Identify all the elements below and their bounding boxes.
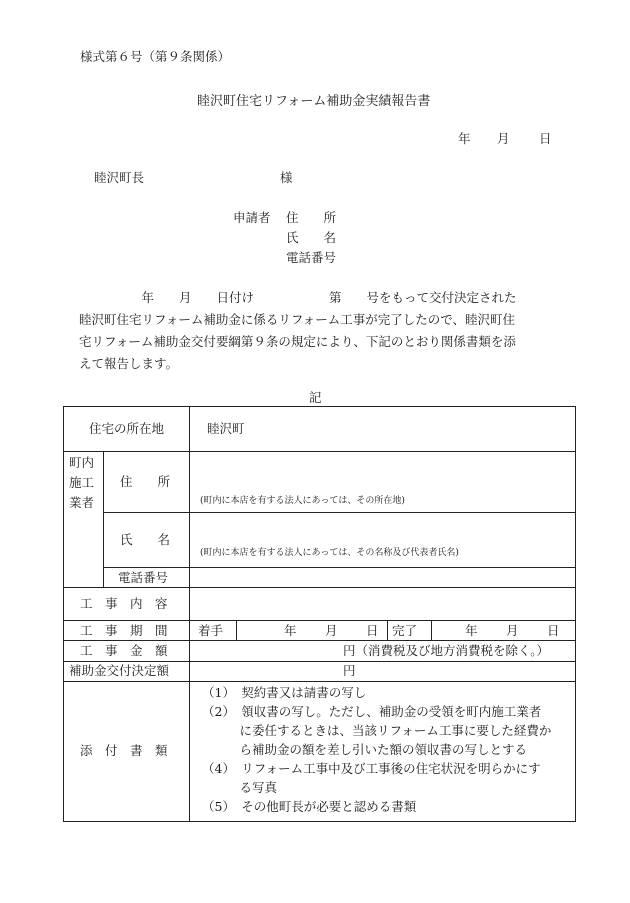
form-number: 様式第６号（第９条関係） (80, 49, 231, 64)
location-value: 睦沢町 (207, 421, 245, 436)
date-day: 日 (539, 131, 552, 146)
work-start-month: 月 (325, 623, 338, 638)
contractor-address-label: 住 所 (120, 474, 171, 489)
body-line: 宅リフォーム補助金交付要綱第９条の規定により、下記のとおり関係書類を添 (79, 334, 516, 349)
document-title: 睦沢町住宅リフォーム補助金実績報告書 (197, 94, 431, 109)
contractor-address-note: (町内に本店を有する法人にあっては、その所在地) (200, 496, 405, 506)
work-end-year: 年 (465, 623, 478, 638)
location-label: 住宅の所在地 (89, 421, 165, 436)
subsidy-label: 補助金交付決定額 (69, 663, 170, 678)
applicant-label: 申請者 (233, 210, 271, 225)
work-period-label: 工 事 期 間 (80, 623, 168, 638)
list-item: （4） リフォーム工事中及び工事後の住宅状況を明らかにす (202, 761, 541, 776)
list-item: ら補助金の額を差し引いた額の領収書の写しとする (202, 742, 528, 757)
work-end-day: 日 (547, 623, 560, 638)
list-item: に委任するときは、当該リフォーム工事に要した経費か (202, 723, 552, 738)
work-end-month: 月 (506, 623, 519, 638)
work-amount-value: 円（消費税及び地方消費税を除く。） (343, 643, 550, 658)
date-year: 年 (458, 131, 471, 146)
work-start-day: 日 (366, 623, 379, 638)
body-line: 睦沢町住宅リフォーム補助金に係るリフォーム工事が完了したので、睦沢町住 (79, 312, 516, 327)
date-month: 月 (497, 131, 510, 146)
work-content-label: 工 事 内 容 (80, 596, 168, 611)
ki-heading: 記 (309, 390, 322, 405)
work-amount-label: 工 事 金 額 (80, 643, 168, 658)
body-line: 年 月 日付け 第 号をもって交付決定された (79, 290, 517, 305)
contractor-label: 町内 施工 業者 (69, 455, 95, 510)
applicant-name-label: 氏 名 (286, 230, 337, 245)
list-item: （5） その他町長が必要と認める書類 (202, 799, 417, 814)
body-line: えて報告します。 (79, 356, 179, 371)
list-item: （1） 契約書又は請書の写し (202, 685, 367, 700)
addressee-name: 睦沢町長 (94, 170, 145, 185)
contractor-name-note: (町内に本店を有する法人にあっては、その名称及び代表者氏名) (200, 548, 459, 558)
applicant-phone-label: 電話番号 (286, 250, 337, 265)
list-item: る写真 (202, 780, 278, 795)
contractor-name-label: 氏 名 (120, 532, 171, 547)
work-start-year: 年 (284, 623, 297, 638)
work-end-label: 完了 (392, 623, 418, 638)
subsidy-value: 円 (343, 663, 356, 678)
list-item: （2） 領収書の写し。ただし、補助金の受領を町内施工業者 (202, 704, 542, 719)
applicant-address-label: 住 所 (286, 210, 337, 225)
contractor-phone-label: 電話番号 (118, 570, 169, 585)
attachments-list (202, 683, 582, 816)
addressee-honorific: 様 (280, 170, 293, 185)
attachments-label: 添 付 書 類 (80, 743, 168, 758)
work-start-label: 着手 (198, 623, 224, 638)
